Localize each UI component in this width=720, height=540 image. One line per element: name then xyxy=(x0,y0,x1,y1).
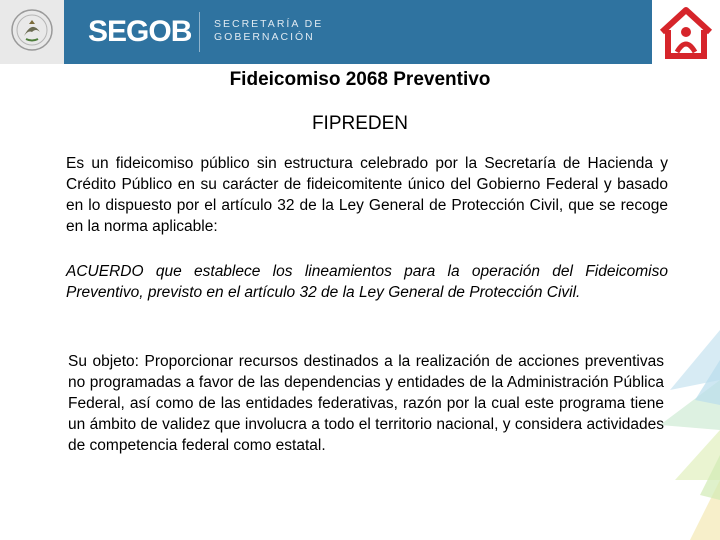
bar-divider xyxy=(199,12,200,52)
agency-bar xyxy=(64,0,652,64)
paragraph-objeto: Su objeto: Proporcionar recursos destinados a la realización de acciones preventivas no programadas a favor de las dependencias y entidades de la Administración Pública Federal, así como de las entidades federativas, razón por la cual este programa tiene un ámbito de validez que involucra a todo el territorio nacional, y considera actividades de competencia federal como estatal. xyxy=(68,353,664,454)
seal-box xyxy=(0,0,65,64)
proteccion-civil-logo-icon xyxy=(656,2,716,62)
agency-name xyxy=(214,18,323,44)
page-subtitle: FIPREDEN xyxy=(311,113,409,134)
agency-line-2: GOBERNACIÓN xyxy=(214,31,315,43)
paragraph-description: Es un fideicomiso público sin estructura celebrado por la Secretaría de Hacienda y Crédito Público en su carácter de fideicomitente único del Gobierno Federal y basado en lo dispuesto por el artículo 32 de la Ley General de Protección Civil, que se recoge en la norma aplicable: xyxy=(66,155,668,235)
paragraph-acuerdo: ACUERDO que establece los lineamientos para la operación del Fideicomiso Preventivo, previsto en el artículo 32 de la Ley General de Protección Civil. xyxy=(66,263,668,301)
page-title: Fideicomiso 2068 Preventivo xyxy=(229,69,491,90)
agency-line-1: SECRETARÍA DE xyxy=(214,18,324,30)
mexican-seal-icon xyxy=(8,6,56,58)
header-banner xyxy=(0,0,720,64)
logo-box xyxy=(652,0,720,64)
segob-brand: SEGOB xyxy=(88,15,192,48)
